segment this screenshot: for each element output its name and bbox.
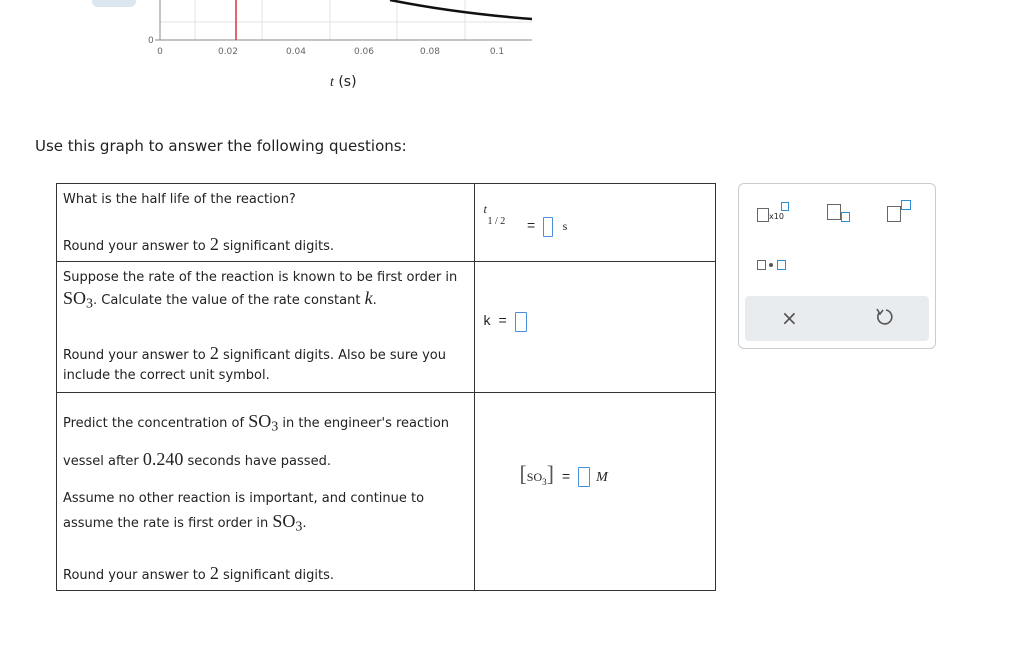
rate-constant-input[interactable]	[515, 312, 527, 332]
x-tick-label: 0.08	[419, 47, 441, 57]
concentration-answer: $[SO_3] = M$	[519, 460, 608, 487]
multiply-dot-button[interactable]	[757, 256, 787, 282]
x-tick-label: 0.1	[489, 47, 505, 57]
concentration-input[interactable]	[578, 467, 590, 487]
q2-answer-cell	[475, 262, 716, 393]
concentration-graph	[0, 0, 540, 60]
x-tick-label: 0.02	[217, 47, 239, 57]
palette-action-bar	[745, 296, 929, 341]
undo-icon[interactable]	[873, 306, 895, 328]
question-table	[56, 183, 716, 591]
decay-curve	[390, 0, 532, 19]
scientific-notation-button[interactable]: x10	[757, 200, 787, 226]
x-tick-label: 0	[157, 47, 163, 57]
q1-answer-cell	[475, 184, 716, 262]
q3-answer-cell	[475, 392, 716, 590]
q2-prompt: Suppose the rate of the reaction is known to be first order in $SO_3$. Calculate the value of the rate constant k. Round your answer to 2 significant digits. Also be sure you include the correct unit symbol.	[57, 262, 475, 393]
math-palette	[738, 183, 936, 349]
x-tick-label: 0.04	[285, 47, 307, 57]
x-axis-title: t (s)	[330, 74, 357, 90]
clear-button[interactable]: ×	[781, 306, 798, 330]
half-life-input[interactable]	[543, 217, 553, 237]
rate-constant-answer: k =	[483, 312, 526, 332]
q1-prompt: What is the half life of the reaction? Round your answer to 2 significant digits.	[57, 184, 475, 262]
instructions: Use this graph to answer the following questions:	[35, 137, 407, 155]
superscript-button[interactable]	[887, 200, 917, 226]
x-tick-label: 0.06	[353, 47, 375, 57]
q3-prompt: Predict the concentration of $SO_3$ in the engineer's reaction vessel after 0.240 seconds have passed. Assume no other reaction is important, and continue to assume the rate is first order in $SO_3$. Round your answer to 2 significant digits.	[57, 392, 475, 590]
subscript-button[interactable]	[827, 200, 857, 226]
half-life-answer: t 1 / 2 = s	[483, 206, 567, 237]
y-tick-label: 0	[148, 36, 154, 46]
